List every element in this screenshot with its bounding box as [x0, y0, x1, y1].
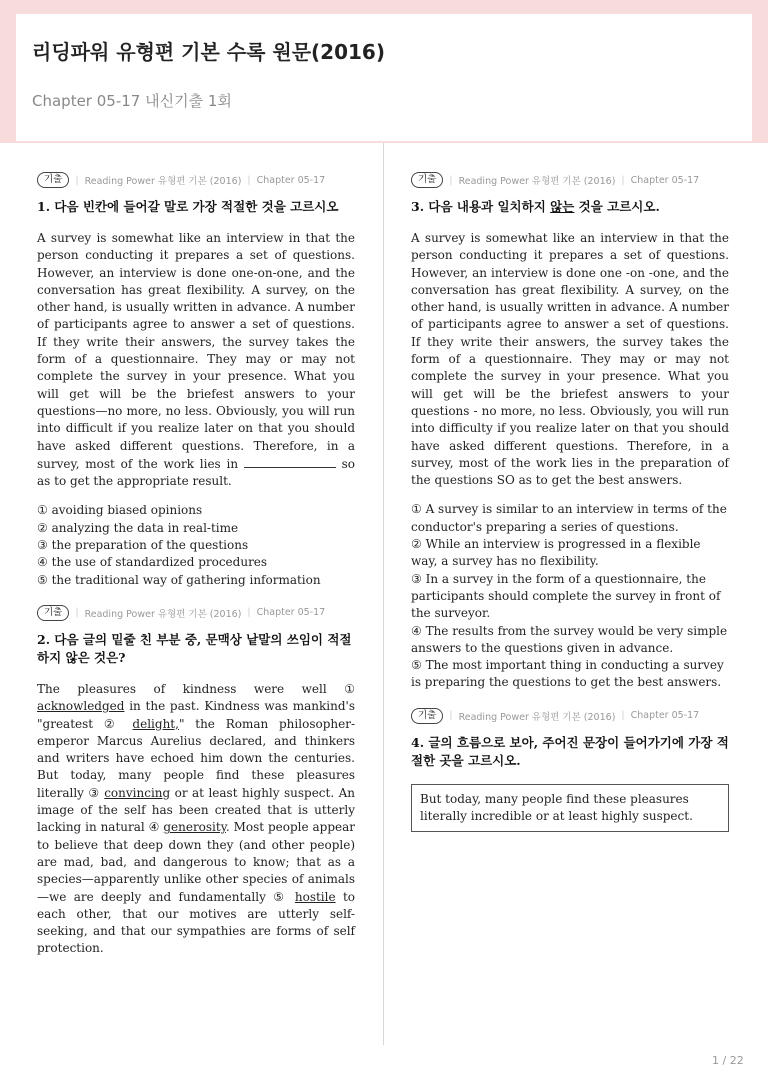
title-text: 것을 고르시오.: [574, 199, 660, 214]
choice-1: ① A survey is similar to an interview in terms of the conductor's preparing a series of questions.: [411, 502, 727, 534]
source-label: Reading Power 유형편 기본 (2016): [84, 176, 242, 187]
question-1: [37, 172, 355, 589]
question-3-tagline: [411, 172, 729, 188]
question-2: [37, 605, 355, 958]
passage-text: in the past. Kindness was mankind's "greatest ②: [37, 699, 355, 731]
choice-2: ② While an interview is progressed in a flexible way, a survey has no flexibility.: [411, 537, 701, 569]
answer-blank: [244, 455, 336, 468]
question-3: [411, 172, 729, 692]
underlined-word-2: delight,: [132, 716, 179, 731]
question-1-tagline: [37, 172, 355, 188]
page-title: 리딩파워 유형편 기본 수록 원문(2016): [32, 40, 385, 64]
passage-text: The pleasures of kindness were well ①: [37, 681, 355, 696]
underlined-word-5: hostile: [294, 889, 336, 904]
separator: |: [449, 710, 453, 722]
question-4-tagline: [411, 708, 729, 724]
separator: |: [621, 174, 625, 186]
passage-text: . Most people appear to believe that deep down they (and other people) are mad, bad, and dangerous to know; that as a species—apparently unlike other species of animals—we are deeply and fundamentally ⑤: [37, 820, 355, 904]
separator: |: [621, 710, 625, 722]
question-3-title: [411, 198, 729, 216]
source-label: Reading Power 유형편 기본 (2016): [458, 176, 616, 187]
passage-text: to each other, that our motives are utterly self-seeking, and that our sympathies are forms of self protection.: [37, 889, 355, 956]
passage-text: or at least highly suspect. An image of the self has been created that is utterly lacking in natural ④: [37, 785, 355, 835]
question-1-passage: [37, 230, 355, 490]
choice-3: ③ the preparation of the questions: [37, 538, 249, 553]
choice-2: ② analyzing the data in real-time: [37, 520, 239, 535]
passage-text: A survey is somewhat like an interview in that the person conducting it prepares a set of questions. However, an interview is done one-on-one, and the conversation has great flexibility. A survey, on the other hand, is usually written in advance. A number of participants agree to answer a set of questions. If they write their answers, the survey takes the form of a questionnaire. They may or may not complete the survey in your presence. What you will get will be the briefest answers to your questions—no more, no less. Obviously, you will run into difficult if you realize later on that you should have asked different questions. Therefore, in a survey, most of the work lies in: [37, 231, 355, 471]
exam-badge: 기출: [37, 172, 69, 188]
title-emphasis: 않는: [550, 199, 575, 214]
page-subtitle: Chapter 05-17 내신기출 1회: [32, 92, 232, 110]
choice-4: ④ The results from the survey would be very simple answers to the questions given in advance.: [411, 623, 728, 655]
column-divider: [383, 143, 384, 1045]
question-4-title: 4. 글의 흐름으로 보아, 주어진 문장이 들어가기에 가장 적절한 곳을 고르시오.: [411, 734, 729, 768]
choice-3: ③ In a survey in the form of a questionnaire, the participants should complete the survey in front of the surveyor.: [411, 571, 721, 621]
source-label: Reading Power 유형편 기본 (2016): [84, 608, 242, 620]
choice-5: ⑤ The most important thing in conducting a survey is preparing the questions to get the best answers.: [411, 658, 724, 690]
exam-badge: 기출: [411, 172, 443, 188]
exam-badge: 기출: [411, 708, 443, 724]
exam-badge: 기출: [37, 605, 69, 621]
chapter-label: Chapter 05-17: [256, 174, 326, 186]
header-card: [16, 14, 752, 141]
chapter-label: Chapter 05-17: [630, 174, 700, 186]
chapter-label: Chapter 05-17: [630, 710, 700, 722]
given-sentence-box: But today, many people find these pleasures literally incredible or at least highly suspect.: [411, 784, 729, 833]
source-label: Reading Power 유형편 기본 (2016): [458, 711, 616, 723]
question-2-title: 2. 다음 글의 밑줄 친 부분 중, 문맥상 낱말의 쓰임이 적절하지 않은 것은?: [37, 631, 352, 665]
question-1-title: 1. 다음 빈칸에 들어갈 말로 가장 적절한 것을 고르시오: [37, 199, 339, 214]
passage-text: " the Roman philosopher-emperor Marcus Aurelius declared, and thinkers and writers have echoed him down the centuries. But today, many people find these pleasures literally ③: [37, 716, 355, 800]
question-1-choices: [37, 502, 355, 588]
separator: |: [75, 607, 79, 619]
title-text: 3. 다음 내용과 일치하지: [411, 199, 551, 214]
choice-4: ④ the use of standardized procedures: [37, 555, 268, 570]
question-3-choices: [411, 501, 729, 691]
separator: |: [247, 607, 251, 619]
choice-5: ⑤ the traditional way of gathering information: [37, 572, 321, 587]
question-2-tagline: [37, 605, 355, 621]
underlined-word-1: acknowledged: [37, 699, 125, 714]
separator: |: [449, 174, 453, 186]
chapter-label: Chapter 05-17: [256, 607, 326, 619]
separator: |: [247, 174, 251, 186]
question-3-passage: A survey is somewhat like an interview in that the person conducting it prepares a set of questions. However, an interview is done one -on -one, and the conversation has great flexibility. A survey, on the other hand, is usually written in advance. A number of participants agree to answer a set of questions. If they write their answers, the survey takes the form of a questionnaire. They may or may not complete the survey in your presence. What you will get will be the briefest answers to your questions - no more, no less. Obviously, you will run into difficulty if you realize later on that you should have asked different questions. Therefore, in a survey, most of the work lies in the preparation of the questions SO as to get the best answers.: [411, 231, 729, 488]
underlined-word-3: convincing: [104, 785, 171, 800]
right-column: [411, 172, 729, 848]
separator: |: [75, 174, 79, 186]
underlined-word-4: generosity: [163, 820, 226, 835]
choice-1: ① avoiding biased opinions: [37, 503, 203, 518]
question-4: [411, 708, 729, 833]
left-column: [37, 172, 355, 974]
passage-text: so as to get the appropriate result.: [37, 456, 355, 489]
question-2-passage: [37, 681, 355, 958]
page-indicator: 1 / 22: [712, 1054, 744, 1067]
